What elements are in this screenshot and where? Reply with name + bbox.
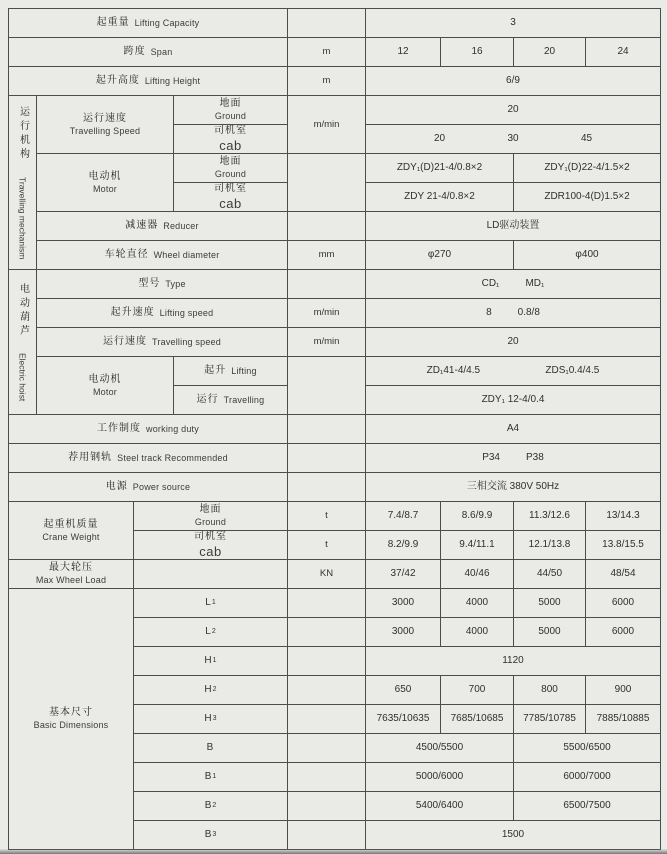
value-text: CD₁ xyxy=(481,278,500,289)
label-en: Motor xyxy=(92,386,117,397)
row-label-travelling-speed xyxy=(37,96,174,154)
label-zh: 起升速度 xyxy=(110,307,155,318)
row-label-max-wheel-load xyxy=(9,560,134,589)
dim-symbol: L xyxy=(205,626,211,637)
label-en: Ground xyxy=(194,517,227,528)
dim-label-H2: H 2 xyxy=(134,676,288,705)
row-label-lifting-speed xyxy=(37,299,288,328)
value-span-12: 12 xyxy=(366,38,441,67)
value-type xyxy=(366,270,661,299)
value-L2: 5000 xyxy=(514,618,586,647)
unit-cell-empty xyxy=(288,705,366,734)
label-zh: 地面 xyxy=(219,98,242,110)
label-zh: 司机室 xyxy=(194,531,227,542)
value-B3: 1500 xyxy=(366,821,661,850)
unit-cell-empty xyxy=(288,212,366,241)
value-hoist-motor-travelling: ZDY₁ 12-4/0.4 xyxy=(366,386,661,415)
row-label-wheel-diameter xyxy=(37,241,288,270)
unit-cell-empty xyxy=(288,676,366,705)
sub-label-empty xyxy=(134,560,288,589)
value-H2: 900 xyxy=(586,676,661,705)
value-H3: 7885/10885 xyxy=(586,705,661,734)
label-zh: 电动机 xyxy=(88,170,122,182)
label-zh: 基本尺寸 xyxy=(49,707,93,719)
label-en: Ground xyxy=(214,169,247,180)
row-label-span xyxy=(9,38,288,67)
value-wheel-400: φ400 xyxy=(514,241,661,270)
label-zh: 跨度 xyxy=(123,46,146,57)
value-text: P38 xyxy=(526,452,544,463)
row-label-working-duty xyxy=(9,415,288,444)
unit-cell: m/min xyxy=(288,328,366,357)
value-L2: 6000 xyxy=(586,618,661,647)
unit-cell: m/min xyxy=(288,299,366,328)
dim-label-B xyxy=(134,734,288,763)
row-label-power-source xyxy=(9,473,288,502)
dim-symbol: B xyxy=(204,829,212,840)
label-zh: 运行速度 xyxy=(83,112,127,124)
unit-cell-empty xyxy=(288,589,366,618)
group-label-basic-dimensions xyxy=(9,589,134,850)
label-en: Basic Dimensions xyxy=(33,720,109,731)
value-working-duty: A4 xyxy=(366,415,661,444)
label-zh: 工作制度 xyxy=(97,423,142,434)
dim-symbol: H xyxy=(204,713,212,724)
group-label-electric-hoist xyxy=(9,270,37,415)
label-zh: 减速器 xyxy=(125,220,159,231)
row-label-hoist-travelling-speed xyxy=(37,328,288,357)
sub-label-ground xyxy=(174,96,288,125)
dim-label-L1: L 1 xyxy=(134,589,288,618)
scan-edge xyxy=(0,849,667,854)
unit-cell: m/min xyxy=(288,96,366,154)
value-H2: 700 xyxy=(441,676,514,705)
unit-cell-empty xyxy=(288,154,366,212)
unit-cell-empty xyxy=(288,270,366,299)
row-label-lifting-height xyxy=(9,67,288,96)
value-motor-ground-b: ZDY₁(D)22-4/1.5×2 xyxy=(514,154,661,183)
value-wheel-load: 48/54 xyxy=(586,560,661,589)
label-en: cab xyxy=(219,137,242,153)
dim-label-H3: H 3 xyxy=(134,705,288,734)
value-L1: 5000 xyxy=(514,589,586,618)
label-zh: 地面 xyxy=(219,156,242,168)
unit-cell-empty xyxy=(288,763,366,792)
sub-label-cab xyxy=(174,125,288,154)
value-hoist-travelling-speed: 20 xyxy=(366,328,661,357)
value-text: ZD₁41-4/4.5 xyxy=(426,365,481,376)
label-zh: 起重量 xyxy=(96,17,130,28)
sub-label-cab xyxy=(174,183,288,212)
value-wheel-load: 37/42 xyxy=(366,560,441,589)
value-wheel-load: 44/50 xyxy=(514,560,586,589)
row-label-crane-weight xyxy=(9,502,134,560)
value-H1: 1120 xyxy=(366,647,661,676)
value-H3: 7685/10685 xyxy=(441,705,514,734)
label-en: cab xyxy=(199,543,222,559)
value-B1: 5000/6000 xyxy=(366,763,514,792)
label-en: Max Wheel Load xyxy=(35,575,107,586)
label-en: Power source xyxy=(132,481,191,492)
label-zh: 运行速度 xyxy=(103,336,148,347)
unit-cell: t xyxy=(288,502,366,531)
vertical-label xyxy=(17,283,29,402)
unit-cell-empty xyxy=(288,444,366,473)
label-en: Type xyxy=(165,278,186,289)
value-H3: 7635/10635 xyxy=(366,705,441,734)
value-motor-cab-a: ZDY 21-4/0.8×2 xyxy=(366,183,514,212)
label-en: working duty xyxy=(146,423,199,434)
value-text: 45 xyxy=(580,133,593,144)
label-en: Ground xyxy=(214,111,247,122)
label-en: cab xyxy=(219,195,242,211)
value-speed-cab xyxy=(366,125,661,154)
sub-label-cab xyxy=(134,531,288,560)
label-zh: 型号 xyxy=(138,278,161,289)
unit-cell-empty xyxy=(288,792,366,821)
dim-label-B1: B 1 xyxy=(134,763,288,792)
label-en: Span xyxy=(150,46,173,57)
group-en: Travelling mechanism xyxy=(17,176,28,259)
value-weight: 9.4/11.1 xyxy=(441,531,514,560)
dim-label-B2: B 2 xyxy=(134,792,288,821)
value-B: 4500/5500 xyxy=(366,734,514,763)
value-H2: 800 xyxy=(514,676,586,705)
value-text: 8 xyxy=(486,307,492,318)
value-text: 20 xyxy=(433,133,446,144)
unit-cell-empty xyxy=(288,9,366,38)
value-L1: 4000 xyxy=(441,589,514,618)
value-L1: 6000 xyxy=(586,589,661,618)
label-zh: 荐用钢轨 xyxy=(68,452,113,463)
sub-label-ground xyxy=(174,154,288,183)
dim-label-B3: B 3 xyxy=(134,821,288,850)
row-label-reducer xyxy=(37,212,288,241)
unit-cell: m xyxy=(288,67,366,96)
value-H3: 7785/10785 xyxy=(514,705,586,734)
value-lifting-height: 6/9 xyxy=(366,67,661,96)
label-zh: 电源 xyxy=(105,481,128,492)
value-power-source: 三相交流 380V 50Hz xyxy=(366,473,661,502)
label-zh: 起升 xyxy=(204,365,227,376)
value-weight: 13.8/15.5 xyxy=(586,531,661,560)
label-zh: 司机室 xyxy=(214,125,247,136)
label-zh: 最大轮压 xyxy=(49,562,93,574)
label-en: Lifting xyxy=(231,365,257,376)
label-en: Travelling Speed xyxy=(69,125,141,136)
unit-cell-empty xyxy=(288,618,366,647)
label-zh: 起升高度 xyxy=(95,75,140,86)
dim-symbol: B xyxy=(204,771,212,782)
group-zh: 电动葫芦 xyxy=(17,282,29,339)
value-L1: 3000 xyxy=(366,589,441,618)
row-label-steel-track xyxy=(9,444,288,473)
value-B2: 5400/6400 xyxy=(366,792,514,821)
label-zh: 车轮直径 xyxy=(104,249,149,260)
group-label-travelling-mechanism xyxy=(9,96,37,270)
label-zh: 地面 xyxy=(199,504,222,516)
label-en: Lifting speed xyxy=(159,307,214,318)
value-motor-ground-a: ZDY₁(D)21-4/0.8×2 xyxy=(366,154,514,183)
value-L2: 3000 xyxy=(366,618,441,647)
dim-label-L2: L 2 xyxy=(134,618,288,647)
value-weight: 8.2/9.9 xyxy=(366,531,441,560)
dim-symbol: H xyxy=(204,684,212,695)
unit-cell-empty xyxy=(288,821,366,850)
value-speed-ground: 20 xyxy=(366,96,661,125)
value-weight: 8.6/9.9 xyxy=(441,502,514,531)
value-text: 0.8/8 xyxy=(517,307,540,318)
value-weight: 11.3/12.6 xyxy=(514,502,586,531)
value-lifting-capacity: 3 xyxy=(366,9,661,38)
unit-cell-empty xyxy=(288,734,366,763)
value-weight: 13/14.3 xyxy=(586,502,661,531)
sub-label-lifting xyxy=(174,357,288,386)
label-en: Travelling speed xyxy=(152,336,221,347)
value-wheel-270: φ270 xyxy=(366,241,514,270)
dim-symbol: L xyxy=(205,597,211,608)
dim-symbol: B xyxy=(204,800,212,811)
unit-cell-empty xyxy=(288,415,366,444)
value-text: 30 xyxy=(507,133,519,144)
group-zh: 运行机构 xyxy=(17,106,29,163)
unit-cell: m xyxy=(288,38,366,67)
value-hoist-motor-lifting xyxy=(366,357,661,386)
value-weight: 12.1/13.8 xyxy=(514,531,586,560)
dim-symbol: H xyxy=(204,655,212,666)
unit-cell-empty xyxy=(288,473,366,502)
value-B: 5500/6500 xyxy=(514,734,661,763)
value-L2: 4000 xyxy=(441,618,514,647)
unit-cell: mm xyxy=(288,241,366,270)
value-reducer: LD驱动装置 xyxy=(366,212,661,241)
vertical-label xyxy=(17,106,29,259)
label-en: Travelling xyxy=(223,394,265,405)
dim-label-H1: H 1 xyxy=(134,647,288,676)
value-B1: 6000/7000 xyxy=(514,763,661,792)
unit-cell: KN xyxy=(288,560,366,589)
label-en: Wheel diameter xyxy=(153,249,220,260)
label-zh: 司机室 xyxy=(214,183,247,194)
value-lifting-speed xyxy=(366,299,661,328)
value-text: P34 xyxy=(482,452,500,463)
value-B2: 6500/7500 xyxy=(514,792,661,821)
row-label-type xyxy=(37,270,288,299)
row-label-hoist-motor xyxy=(37,357,174,415)
label-en: Crane Weight xyxy=(42,531,100,542)
label-zh: 运行 xyxy=(196,394,219,405)
dim-symbol: B xyxy=(206,742,214,753)
label-en: Reducer xyxy=(163,220,199,231)
label-zh: 起重机质量 xyxy=(43,518,99,530)
label-zh: 电动机 xyxy=(88,373,122,385)
unit-cell: t xyxy=(288,531,366,560)
row-label-travel-motor xyxy=(37,154,174,212)
value-motor-cab-b: ZDR100-4(D)1.5×2 xyxy=(514,183,661,212)
value-span-16: 16 xyxy=(441,38,514,67)
value-span-20: 20 xyxy=(514,38,586,67)
value-weight: 7.4/8.7 xyxy=(366,502,441,531)
label-en: Lifting Height xyxy=(144,75,201,86)
label-en: Motor xyxy=(92,183,117,194)
value-wheel-load: 40/46 xyxy=(441,560,514,589)
unit-cell-empty xyxy=(288,357,366,415)
group-en: Electric hoist xyxy=(17,353,28,402)
unit-cell-empty xyxy=(288,647,366,676)
label-en: Lifting Capacity xyxy=(134,17,200,28)
sub-label-travelling xyxy=(174,386,288,415)
row-label-lifting-capacity xyxy=(9,9,288,38)
value-H2: 650 xyxy=(366,676,441,705)
value-text: MD₁ xyxy=(525,278,545,289)
sub-label-ground xyxy=(134,502,288,531)
value-span-24: 24 xyxy=(586,38,661,67)
label-en: Steel track Recommended xyxy=(117,452,228,463)
value-text: ZDS₁0.4/4.5 xyxy=(545,365,600,376)
value-steel-track xyxy=(366,444,661,473)
spec-table xyxy=(8,8,661,850)
